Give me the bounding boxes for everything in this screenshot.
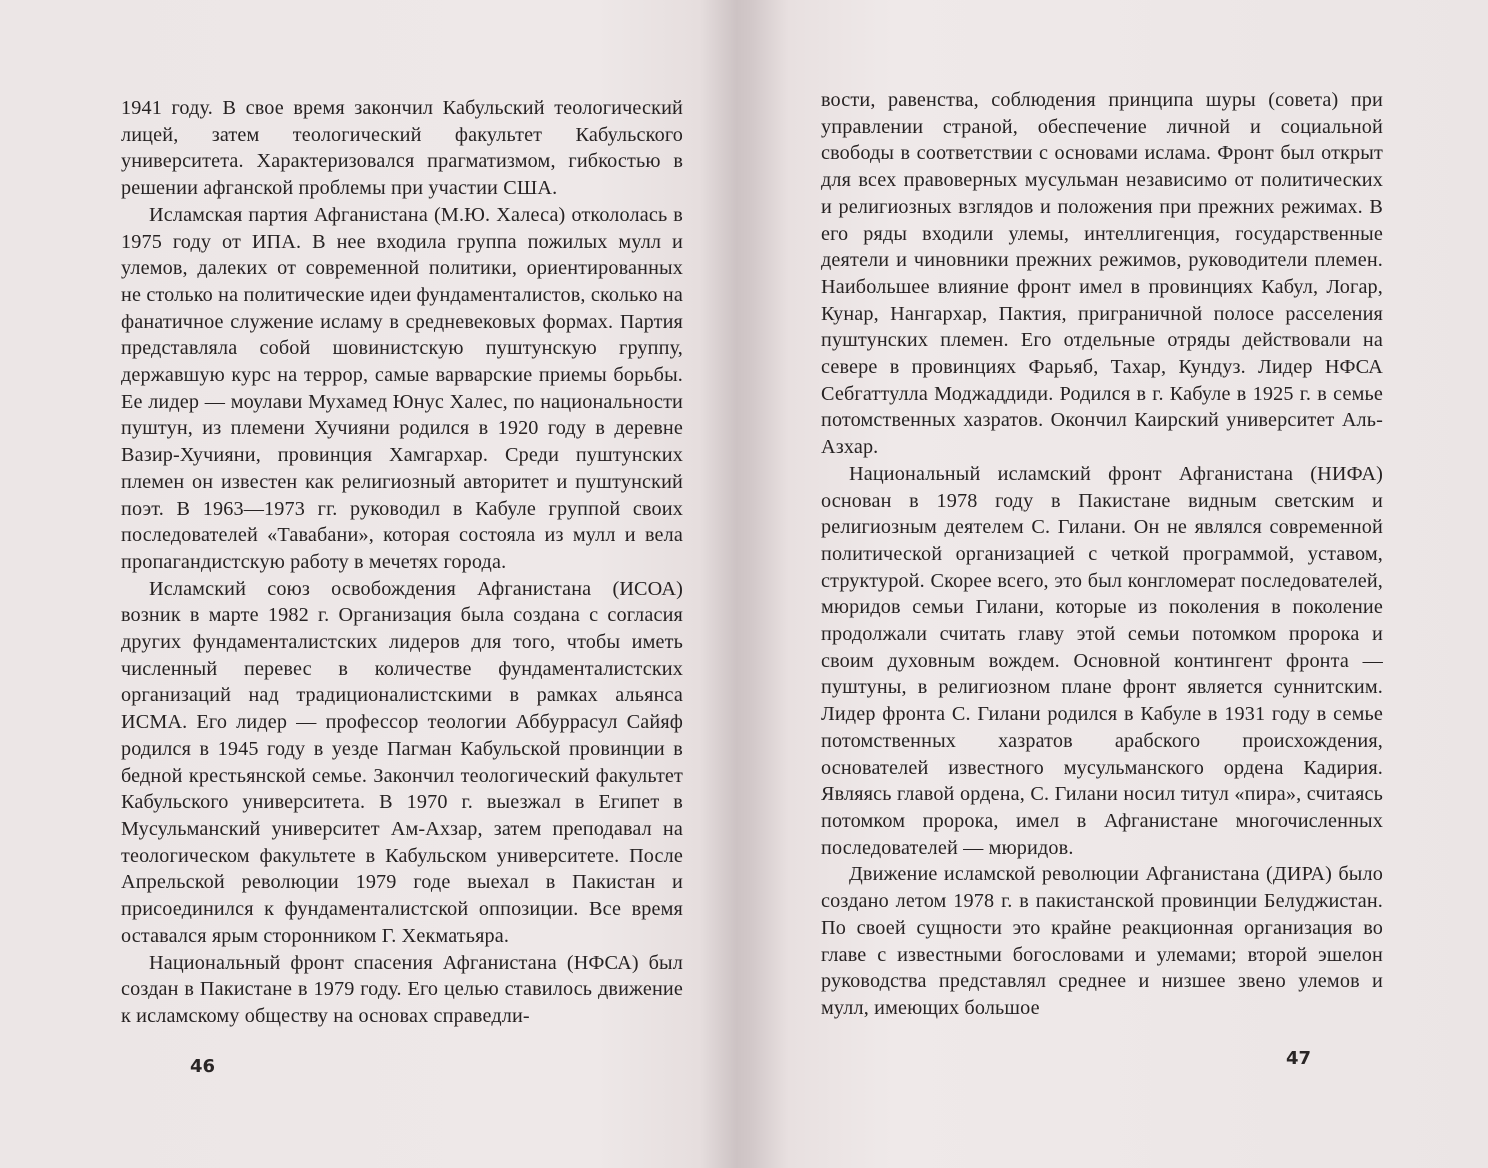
paragraph: 1941 году. В свое время закончил Кабульский теологический лицей, затем теологический факультет Кабульского университета. Характеризовался прагматизмом, гибкостью в решении афганской проблемы при участии США. <box>121 97 683 200</box>
paragraph: Движение исламской революции Афганистана (ДИРА) было создано летом 1978 г. в пакистанской провинции Белуджистан. По своей сущности это крайне реакционная организация во главе с известными богословами и улемами; второй эшелон руководства представлял среднее и низшее звено улемов и мулл, имеющих большое <box>821 863 1383 1019</box>
paragraph: Исламский союз освобождения Афганистана (ИСОА) возник в марте 1982 г. Организация была создана с согласия других фундаменталистских лидеров для того, чтобы иметь численный перевес в количестве фундаменталистских организаций над традиционалистскими в рамках альянса ИСМА. Его лидер — профессор теологии Аббуррасул Сайяф родился в 1945 году в уезде Пагман Кабульской провинции в бедной крестьянской семье. Закончил теологический факультет Кабульского университета. В 1970 г. выезжал в Египет в Мусульманский университет Ам-Ахзар, затем преподавал на теологическом факультете в Кабульском университете. После Апрельской революции 1979 годе выехал в Пакистан и присоединился к фундаменталистской оппозиции. Все время оставался ярым сторонником Г. Хекматьяра. <box>121 577 683 947</box>
paragraph: Национальный фронт спасения Афганистана (НФСА) был создан в Пакистане в 1979 году. Его целью ставилось движение к исламскому обществу на основах справедли- <box>121 951 683 1027</box>
right-page <box>744 0 1488 1168</box>
paragraph: Национальный исламский фронт Афганистана (НИФА) основан в 1978 году в Пакистане видным светским и религиозным деятелем С. Гилани. Он не являлся современной политической организацией с четкой программой, уставом, структурой. Скорее всего, это был конгломерат последователей, мюридов семьи Гилани, которые из поколения в поколение продолжали считать главу этой семьи потомком пророка и своим духовным вождем. Основной контингент фронта — пуштуны, в религиозном плане фронт является суннитским. Лидер фронта С. Гилани родился в Кабуле в 1931 году в семье потомственных хазратов арабского происхождения, основателей известного мусульманского ордена Кадирия. Являясь главой ордена, С. Гилани носил титул «пира», считаясь потомком пророка, имел в Афганистане многочисленных последователей — мюридов. <box>821 462 1383 859</box>
right-page-text <box>821 87 1383 1022</box>
paragraph: Исламская партия Афганистана (М.Ю. Халеса) откололась в 1975 году от ИПА. В нее входила группа пожилых мулл и улемов, далеких от современной политики, ориентированных не столько на политические идеи фундаменталистов, сколько на фанатичное служение исламу в средневековых формах. Партия представляла собой шовинистскую пуштунскую группу, державшую курс на террор, самые варварские приемы борьбы. Ее лидер — моулави Мухамед Юнус Халес, по национальности пуштун, из племени Хучияни родился в 1920 году в деревне Вазир-Хучияни, провинция Хамгархар. Среди пуштунских племен он известен как религиозный авторитет и пуштунский поэт. В 1963—1973 гг. руководил в Кабуле группой своих последователей «Тавабани», которая состояла из мулл и вела пропагандистскую работу в мечетях города. <box>121 203 683 573</box>
left-page-text <box>121 95 683 1030</box>
page-number: 46 <box>190 1056 216 1077</box>
paragraph: вости, равенства, соблюдения принципа шуры (совета) при управлении страной, обеспечение личной и социальной свободы в соответствии с основами ислама. Фронт был открыт для всех правоверных мусульман независимо от политических и религиозных взглядов и положения при прежних режимах. В его ряды входили улемы, интеллигенция, государственные деятели и чиновники прежних режимов, руководители племен. Наибольшее влияние фронт имел в провинциях Кабул, Логар, Кунар, Нангархар, Пактия, приграничной полосе расселения пуштунских племен. Его отдельные отряды действовали на севере в провинциях Фарьяб, Тахар, Кундуз. Лидер НФСА Себгаттулла Моджаддиди. Родился в г. Кабуле в 1925 г. в семье потомственных хазратов. Окончил Каирский университет Аль-Азхар. <box>821 89 1383 459</box>
page-number: 47 <box>1286 1048 1312 1069</box>
